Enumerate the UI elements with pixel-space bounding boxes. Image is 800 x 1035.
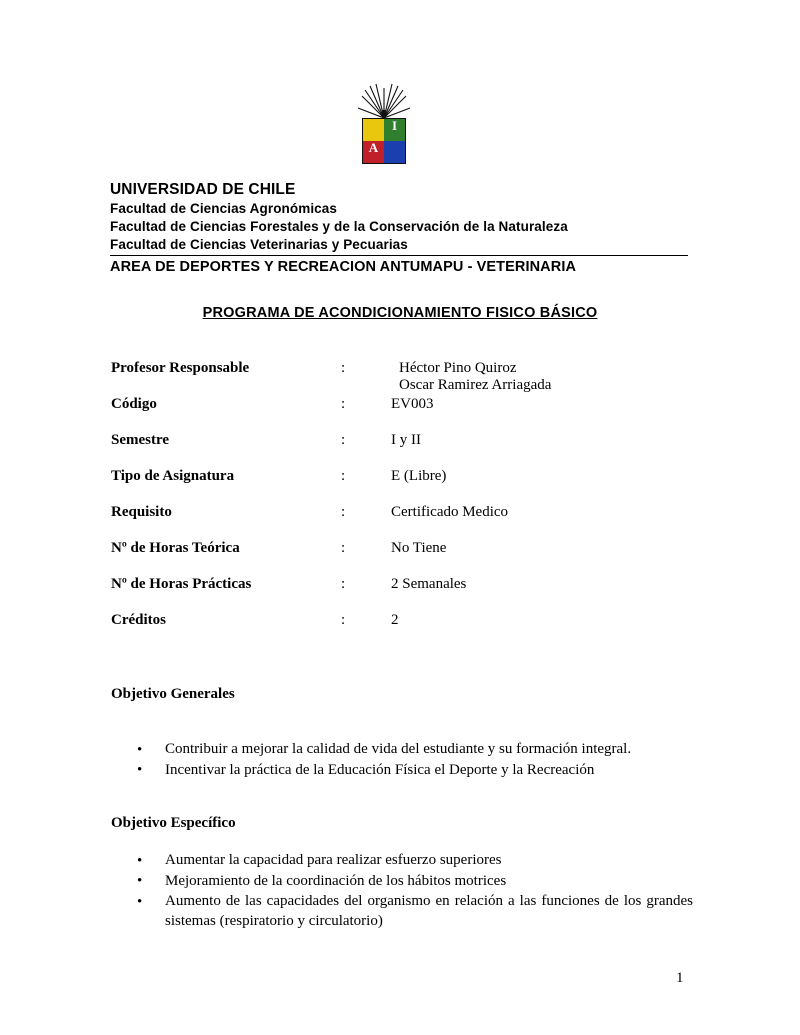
table-row xyxy=(111,396,711,432)
info-separator: : xyxy=(341,612,346,628)
info-separator: : xyxy=(341,540,346,556)
info-separator: : xyxy=(341,432,346,448)
shield-quadrant-blue xyxy=(384,141,405,163)
info-label: Tipo de Asignatura xyxy=(111,468,235,484)
section-heading-especifico: Objetivo Específico xyxy=(111,815,236,831)
shield-letter-2: A xyxy=(368,140,379,155)
table-row xyxy=(111,576,711,612)
shield-emblem-icon xyxy=(362,118,406,164)
university-name: UNIVERSIDAD DE CHILE xyxy=(110,181,296,198)
list-item xyxy=(133,892,693,931)
list-item-text: Aumento de las capacidades del organismo en relación a las funciones de los grandes sistemas (respiratorio y circulatorio) xyxy=(165,893,693,929)
bullet-icon: • xyxy=(137,852,143,869)
shield-quadrant-red xyxy=(363,141,384,163)
bullet-icon: • xyxy=(137,873,143,890)
info-value: EV003 xyxy=(391,396,434,412)
info-separator: : xyxy=(341,468,346,484)
list-item-text: Mejoramiento de la coordinación de los hábitos motrices xyxy=(165,872,507,889)
objetivos-generales-list xyxy=(133,740,693,781)
info-label: Profesor Responsable xyxy=(111,360,250,376)
list-item xyxy=(133,761,693,781)
info-value xyxy=(391,360,711,396)
faculty-veterinarias: Facultad de Ciencias Veterinarias y Pecuarias xyxy=(110,237,408,253)
universidad-de-chile-logo xyxy=(352,82,416,166)
info-label: Código xyxy=(111,396,157,412)
table-row xyxy=(111,468,711,504)
shield-quadrant-green xyxy=(384,119,405,141)
page-title: PROGRAMA DE ACONDICIONAMIENTO FISICO BÁSICO xyxy=(202,305,598,321)
info-separator: : xyxy=(341,576,346,592)
objetivos-especificos-list xyxy=(133,851,693,932)
bullet-icon: • xyxy=(137,893,143,910)
table-row xyxy=(111,612,711,648)
list-item-text: Incentivar la práctica de la Educación Física el Deporte y la Recreación xyxy=(165,761,595,778)
list-item xyxy=(133,872,693,892)
list-item xyxy=(133,851,693,871)
info-separator: : xyxy=(341,360,346,376)
info-value: 2 Semanales xyxy=(391,576,467,592)
info-value-secondary: Oscar Ramirez Arriagada xyxy=(399,377,552,393)
info-label: Nº de Horas Teórica xyxy=(111,540,240,556)
section-heading-generales: Objetivo Generales xyxy=(111,686,235,702)
course-info-table xyxy=(111,360,711,648)
info-label: Requisito xyxy=(111,504,172,520)
table-row xyxy=(111,504,711,540)
table-row xyxy=(111,540,711,576)
info-label: Semestre xyxy=(111,432,170,448)
info-label: Nº de Horas Prácticas xyxy=(111,576,252,592)
bullet-icon: • xyxy=(137,741,143,758)
info-value: No Tiene xyxy=(391,540,447,556)
header-divider xyxy=(110,255,688,256)
info-value-primary: Héctor Pino Quiroz xyxy=(399,360,517,376)
faculty-agronomicas: Facultad de Ciencias Agronómicas xyxy=(110,201,338,217)
list-item-text: Contribuir a mejorar la calidad de vida del estudiante y su formación integral. xyxy=(165,741,632,757)
faculty-forestales: Facultad de Ciencias Forestales y de la Conservación de la Naturaleza xyxy=(110,219,568,235)
page-number: 1 xyxy=(676,970,684,986)
list-item xyxy=(133,740,693,760)
area-deportes-line: AREA DE DEPORTES Y RECREACION ANTUMAPU - VETERINARIA xyxy=(110,258,577,275)
info-value: E (Libre) xyxy=(391,468,447,484)
bullet-icon: • xyxy=(137,762,143,779)
info-separator: : xyxy=(341,396,346,412)
star-burst-icon xyxy=(356,82,412,120)
list-item-text: Aumentar la capacidad para realizar esfuerzo superiores xyxy=(165,852,502,868)
info-value: Certificado Medico xyxy=(391,504,509,520)
info-value: I y II xyxy=(391,432,421,448)
info-label: Créditos xyxy=(111,612,166,628)
shield-quadrant-yellow xyxy=(363,119,384,141)
info-separator: : xyxy=(341,504,346,520)
shield-letter-1: I xyxy=(391,118,398,133)
table-row xyxy=(111,360,711,396)
table-row xyxy=(111,432,711,468)
institution-header xyxy=(110,180,690,277)
info-value: 2 xyxy=(391,612,399,628)
